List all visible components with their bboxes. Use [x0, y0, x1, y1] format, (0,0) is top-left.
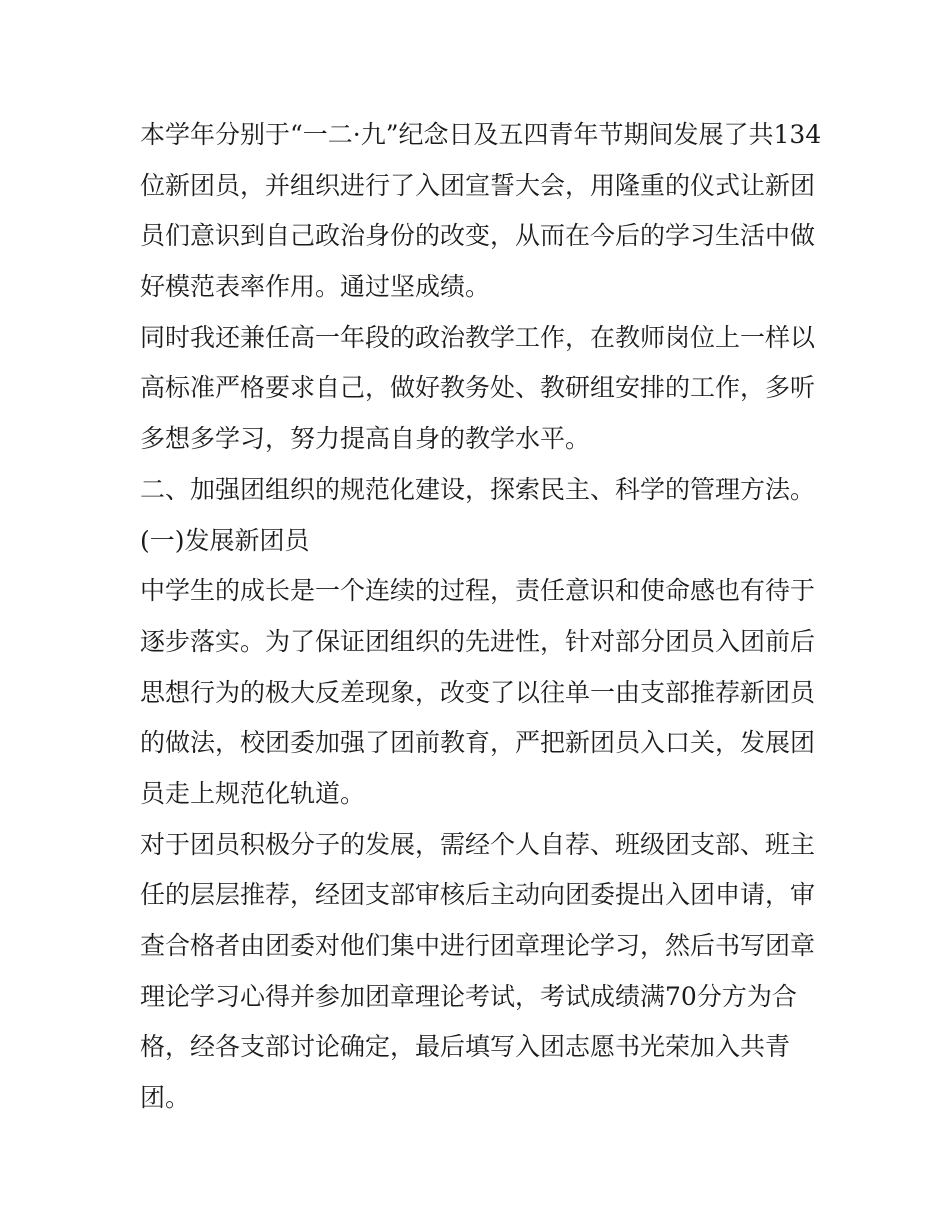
text-line: 员们意识到自己政治身份的改变，从而在今后的学习生活中做 — [140, 221, 816, 251]
text-line: 高标准严格要求自己，做好教务处、教研组安排的工作，多听 — [140, 373, 816, 403]
document-body — [140, 110, 830, 1124]
text-line: 逐步落实。为了保证团组织的先进性，针对部分团员入团前后 — [140, 626, 816, 656]
text-line: 的做法，校团委加强了团前教育，严把新团员入口关，发展团 — [140, 728, 816, 758]
text-line: 理论学习心得并参加团章理论考试，考试成绩满70分方为合 — [140, 981, 797, 1011]
section-heading: 二、加强团组织的规范化建设，探索民主、科学的管理方法。 — [140, 474, 816, 504]
text-line: 中学生的成长是一个连续的过程，责任意识和使命感也有待于 — [140, 576, 816, 606]
text-line: 查合格者由团委对他们集中进行团章理论学习，然后书写团章 — [140, 931, 816, 960]
text-line: 位新团员，并组织进行了入团宣誓大会，用隆重的仪式让新团 — [140, 170, 816, 200]
text-line: 多想多学习，努力提高自身的教学水平。 — [140, 424, 591, 454]
text-line: 格，经各支部讨论确定，最后填写入团志愿书光荣加入共青 — [140, 1032, 791, 1062]
text-line: 本学年分别于“一二·九”纪念日及五四青年节期间发展了共134 — [140, 120, 822, 149]
text-line: 同时我还兼任高一年段的政治教学工作，在教师岗位上一样以 — [140, 322, 816, 352]
text-line: 好模范表率作用。通过坚成绩。 — [140, 272, 491, 302]
text-line: 团。 — [140, 1083, 191, 1113]
text-line: 对于团员积极分子的发展，需经个人自荐、班级团支部、班主 — [140, 829, 816, 859]
text-line: 思想行为的极大反差现象，改变了以往单一由支部推荐新团员 — [140, 677, 816, 707]
text-line: 任的层层推荐，经团支部审核后主动向团委提出入团申请，审 — [140, 880, 816, 910]
subsection-heading: (一)发展新团员 — [140, 525, 310, 555]
text-line: 员走上规范化轨道。 — [140, 778, 366, 808]
